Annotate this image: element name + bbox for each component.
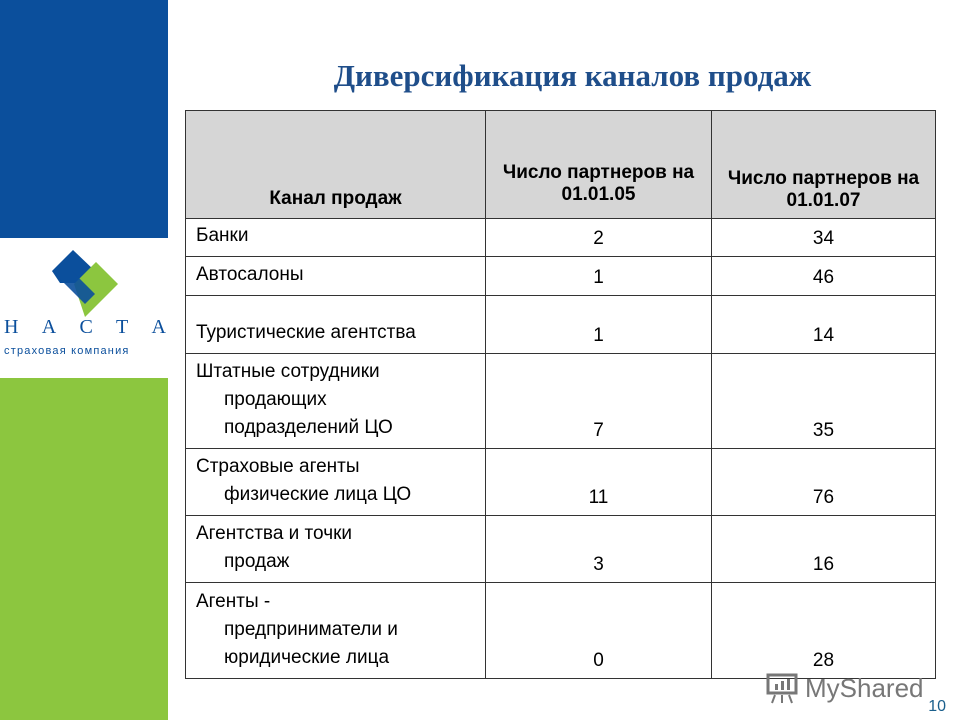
presentation-icon <box>765 671 799 705</box>
table-row <box>186 257 936 296</box>
channel-cell <box>186 449 486 516</box>
channel-line: подразделений ЦО <box>224 417 393 438</box>
channel-cell <box>186 583 486 679</box>
page-number: 10 <box>928 698 946 715</box>
channel-cell <box>186 354 486 449</box>
channel-line: Страховые агенты <box>196 456 360 477</box>
brand-letter: Т <box>116 316 129 338</box>
slide-title: Диверсификация каналов продаж <box>333 58 812 93</box>
header-partners-07: Число партнеров на 01.01.07 <box>712 111 936 219</box>
channel-cell <box>186 296 486 354</box>
table-row <box>186 354 936 449</box>
green-panel <box>0 378 168 720</box>
partners-v07: 16 <box>712 516 936 583</box>
partners-v07: 28 <box>712 583 936 679</box>
partners-v07: 76 <box>712 449 936 516</box>
channel-line: предприниматели и <box>224 619 398 640</box>
partners-v07: 34 <box>712 219 936 257</box>
channel-line: Банки <box>196 225 249 246</box>
partners-v07: 46 <box>712 257 936 296</box>
partners-v05: 0 <box>486 583 712 679</box>
channel-cell <box>186 516 486 583</box>
channel-line: Агенты - <box>196 591 271 612</box>
brand-letter: А <box>151 316 166 338</box>
channel-line: юридические лица <box>224 647 390 668</box>
channel-cell <box>186 219 486 257</box>
watermark <box>765 672 924 704</box>
table-row <box>186 516 936 583</box>
channel-line: Агентства и точки <box>196 523 353 544</box>
partners-v05: 1 <box>486 257 712 296</box>
channel-line: Автосалоны <box>196 264 304 285</box>
handshake-heart-icon <box>0 238 168 318</box>
channel-line: продающих <box>224 389 327 410</box>
brand-letter: А <box>41 316 57 338</box>
header-partners-05: Число партнеров на 01.01.05 <box>486 111 712 219</box>
partners-v05: 3 <box>486 516 712 583</box>
channel-line: Штатные сотрудники <box>196 361 380 382</box>
brand-tagline: страховая компания <box>4 345 130 357</box>
partners-v07: 35 <box>712 354 936 449</box>
table-row <box>186 219 936 257</box>
watermark-text: MyShared <box>805 673 924 703</box>
channel-line: продаж <box>224 551 290 572</box>
partners-v05: 7 <box>486 354 712 449</box>
brand-name <box>4 316 166 338</box>
company-logo <box>0 238 168 318</box>
sales-channels-table <box>185 110 936 679</box>
channel-line: Туристические агентства <box>196 322 416 343</box>
table-row <box>186 296 936 354</box>
table-row <box>186 449 936 516</box>
header-channel: Канал продаж <box>186 111 486 219</box>
channel-cell <box>186 257 486 296</box>
partners-v05: 2 <box>486 219 712 257</box>
partners-v05: 1 <box>486 296 712 354</box>
brand-letter: Н <box>4 316 19 338</box>
brand-letter: С <box>79 316 93 338</box>
partners-v07: 14 <box>712 296 936 354</box>
blue-panel <box>0 0 168 238</box>
partners-v05: 11 <box>486 449 712 516</box>
channel-line: физические лица ЦО <box>224 484 412 505</box>
table-row <box>186 583 936 679</box>
